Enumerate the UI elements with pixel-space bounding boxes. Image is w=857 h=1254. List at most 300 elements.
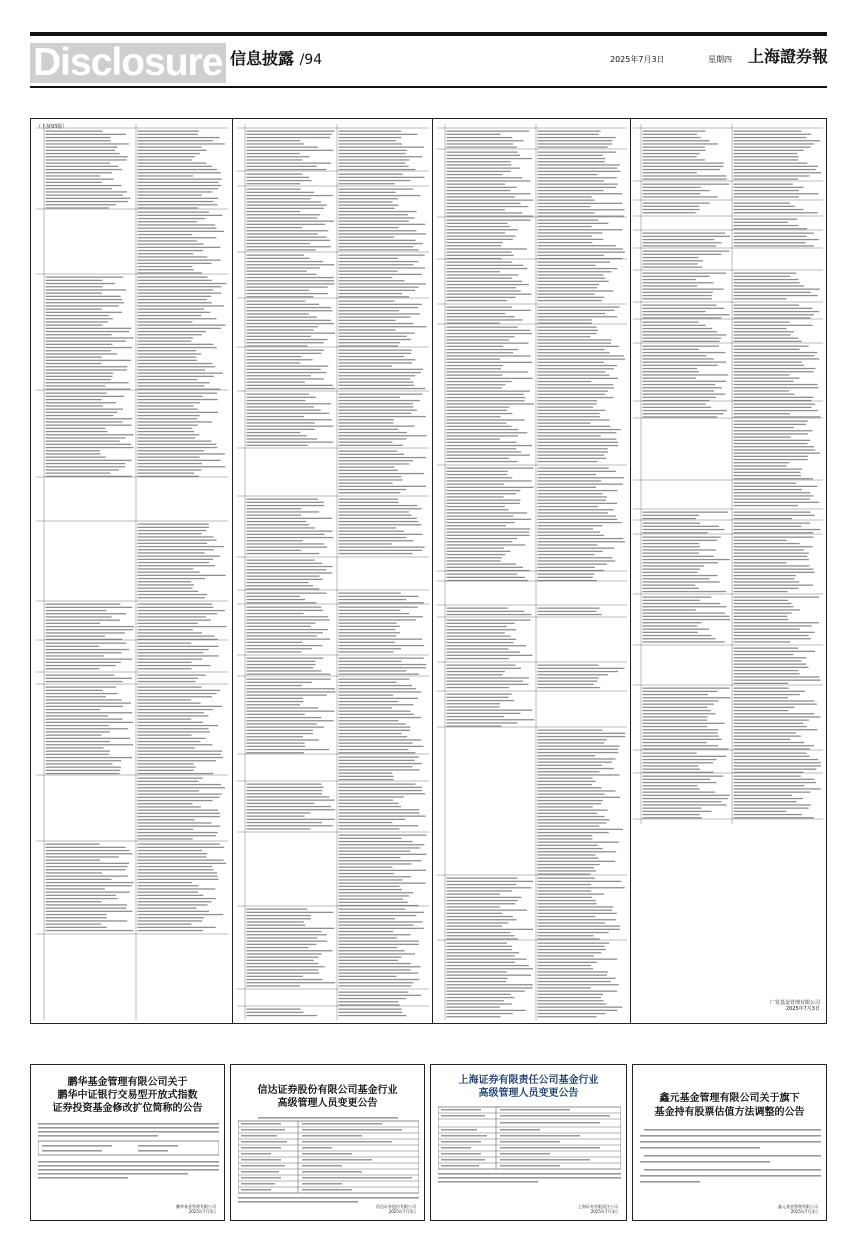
text-line [339,979,420,980]
text-line [734,532,814,533]
text-line [138,665,211,666]
text-line [339,769,420,770]
text-line [538,471,616,472]
text-line [447,271,500,272]
text-line [447,359,501,360]
text-line [46,646,100,647]
text-line [538,842,619,843]
text-line [46,869,126,870]
text-line [339,264,414,265]
text-line [46,662,121,663]
text-line [138,643,192,644]
text-line [247,698,303,699]
section-title [230,50,322,69]
text-line [46,444,132,445]
text-line [643,591,727,592]
text-line [538,943,610,944]
text-line [447,981,507,982]
text-line [339,243,423,244]
text-line [339,445,403,446]
text-line [46,629,134,630]
text-line [447,137,513,138]
text-line [447,532,530,533]
text-line [339,499,399,500]
text-line [339,931,394,932]
text-line [734,597,820,598]
header-rule [30,86,827,88]
text-line [138,872,218,873]
text-line [138,163,207,164]
text-line [538,560,616,561]
text-line [734,166,818,167]
text-line [138,201,214,202]
text-line [247,174,303,175]
text-line [447,158,533,159]
text-line [643,616,730,617]
text-line [538,551,603,552]
text-line [247,445,308,446]
text-line [538,1016,597,1017]
text-line [538,419,610,420]
text-line [339,524,422,525]
text-line [538,484,624,485]
text-line [46,626,135,627]
text-line [538,781,596,782]
text-line [538,926,621,927]
text-line [734,143,815,144]
text-line [46,744,134,745]
text-line [247,717,322,718]
text-line [46,415,114,416]
text-line [138,652,204,653]
text-line [538,532,601,533]
text-line [734,559,809,560]
text-line [734,163,808,164]
text-line [538,1010,618,1011]
text-line [247,730,313,731]
text-line [643,362,726,363]
text-line [247,214,321,215]
text-line [247,531,333,532]
announcement-body-table [238,1115,419,1207]
text-line [643,292,713,293]
text-line [247,635,317,636]
text-line [447,991,525,992]
text-line [339,707,393,708]
text-line [643,792,716,793]
text-line [538,209,625,210]
text-line [138,325,226,326]
text-line [538,858,599,859]
text-line [734,723,804,724]
text-line [643,512,729,513]
text-line [138,412,219,413]
text-line [46,147,118,148]
text-line [247,137,331,138]
text-line [247,394,309,395]
text-line [46,741,111,742]
text-line [247,333,335,334]
text-line [643,798,729,799]
text-line [447,577,525,578]
text-line [138,463,202,464]
text-line [138,418,198,419]
text-line [734,134,812,135]
text-line [339,648,402,649]
text-line [447,548,504,549]
text-line [138,328,221,329]
text-line [447,349,519,350]
text-line [46,376,113,377]
text-line [447,327,518,328]
text-line [339,746,424,747]
text-line [643,206,700,207]
text-line [247,803,315,804]
text-line [138,353,202,354]
text-line [46,143,129,144]
text-line [538,929,620,930]
text-line [247,733,313,734]
text-line [734,795,793,796]
text-line [247,249,316,250]
text-line [46,856,119,857]
text-line [538,887,625,888]
text-line [46,350,111,351]
text-line [734,219,798,220]
text-line [138,344,214,345]
text-line [138,892,198,893]
text-line [247,350,325,351]
text-line [447,665,516,666]
text-line [46,678,132,679]
text-line [447,697,509,698]
text-line [643,629,710,630]
text-line [247,679,331,680]
text-line [138,150,207,151]
text-line [734,556,808,557]
text-line [138,305,225,306]
text-line [447,929,534,930]
text-line [538,171,621,172]
text-line [46,731,110,732]
text-line [138,850,202,851]
text-line [447,448,517,449]
text-line [339,317,411,318]
text-line [447,684,529,685]
text-line [247,432,301,433]
text-line [734,720,809,721]
text-line [46,703,132,704]
text-line [339,912,424,913]
text-line [138,350,197,351]
text-line [734,518,793,519]
text-line [447,365,504,366]
text-line [138,662,192,663]
text-line [247,277,334,278]
text-line [46,847,126,848]
text-line [447,274,519,275]
text-column-2 [237,124,429,1020]
text-line [538,677,599,678]
text-line [643,289,724,290]
text-line [447,608,508,609]
text-line [46,156,128,157]
text-line [643,697,731,698]
text-line [447,471,508,472]
text-line [339,150,407,151]
text-line [339,720,399,721]
text-line [138,341,192,342]
text-line [734,298,787,299]
text-line [447,645,527,646]
text-line [447,316,515,317]
text-line [46,763,113,764]
text-line [447,294,532,295]
text-line [538,252,625,253]
announcement-title-line: 证券投资基金修改扩位简称的公告 [52,1103,203,1114]
text-line [538,826,600,827]
text-line [447,955,515,956]
text-line [447,519,532,520]
text-line [538,381,592,382]
text-line [339,698,418,699]
text-line [46,302,125,303]
text-line [538,506,598,507]
text-line [339,543,392,544]
text-line [46,613,127,614]
text-line [643,193,701,194]
text-line [339,717,422,718]
text-line [46,885,132,886]
text-line [138,263,212,264]
text-line [538,371,606,372]
text-line [247,246,331,247]
announcement-body-table [438,1105,621,1205]
text-line [538,684,594,685]
text-line [46,675,115,676]
text-line [447,541,513,542]
text-line [247,227,303,228]
text-line [447,461,518,462]
announcement-title-line: 高级管理人员变更公告 [277,1098,378,1109]
text-line [46,930,134,931]
text-line [643,518,696,519]
text-line [138,469,202,470]
text-line [138,204,218,205]
text-line [138,543,208,544]
text-line [538,878,595,879]
text-line [447,968,533,969]
text-line [46,917,107,918]
text-line [734,753,807,754]
text-line [339,240,416,241]
text-line [538,832,609,833]
text-line [46,882,134,883]
text-line [247,632,323,633]
text-line [247,569,327,570]
text-line [538,349,605,350]
text-line [339,995,422,996]
text-line [447,339,509,340]
text-line [643,736,719,737]
text-line [734,282,800,283]
text-line [339,847,421,848]
text-line [447,487,534,488]
text-line [46,665,116,666]
text-line [538,608,600,609]
text-line [339,879,403,880]
text-line [447,975,531,976]
text-line [339,267,425,268]
text-line [138,460,221,461]
text-line [46,131,103,132]
text-line [339,134,418,135]
text-line [447,642,514,643]
text-line [138,917,205,918]
text-line [247,985,301,986]
text-line [247,822,323,823]
text-line [734,739,791,740]
text-line [46,425,132,426]
text-line [339,438,407,439]
text-line [447,490,521,491]
text-line [734,314,815,315]
text-line [538,503,618,504]
text-line [538,870,596,871]
text-line [447,307,513,308]
fund-signature-company: 广发基金管理有限公司 [769,1000,820,1006]
text-line [643,540,718,541]
text-line [339,287,419,288]
text-line [138,444,217,445]
text-line [734,680,821,681]
text-line [46,463,126,464]
text-line [734,622,819,623]
text-line [138,153,201,154]
text-line [734,600,788,601]
dense-text-lines [437,124,627,1020]
text-line [339,339,412,340]
text-line [339,211,417,212]
text-line [734,537,814,538]
text-line [734,153,798,154]
text-line [538,535,604,536]
text-line [447,965,529,966]
text-line [538,255,604,256]
text-line [247,422,315,423]
text-line [46,725,109,726]
text-line [734,242,806,243]
text-line [247,426,334,427]
text-line [643,578,710,579]
text-line [447,1000,504,1001]
text-line [734,798,804,799]
text-line [247,296,314,297]
text-line [339,518,417,519]
text-line [447,161,511,162]
text-line [538,874,591,875]
text-line [247,931,322,932]
text-line [734,670,799,671]
text-line [247,320,332,321]
text-line [247,828,311,829]
text-line [46,643,127,644]
text-line [447,713,521,714]
text-line [46,137,111,138]
text-line [538,1007,623,1008]
text-line [734,585,814,586]
text-line [138,767,196,768]
text-line [643,381,727,382]
text-line [538,981,611,982]
text-line [138,376,214,377]
text-line [339,237,395,238]
text-line [46,844,100,845]
text-line [538,346,620,347]
text-line [643,179,727,180]
text-line [538,746,620,747]
text-line [734,292,811,293]
text-line [138,675,206,676]
text-line [46,441,120,442]
text-line [447,997,515,998]
text-line [339,667,427,668]
text-line [447,180,531,181]
text-line [138,207,199,208]
text-line [643,565,705,566]
announcement-penghua [30,1064,225,1221]
text-line [538,890,592,891]
text-line [538,474,597,475]
text-line [46,337,134,338]
text-line [339,353,412,354]
text-line [734,732,797,733]
text-line [339,825,419,826]
text-line [538,496,607,497]
text-line [247,582,309,583]
text-line [46,166,119,167]
text-line [46,283,116,284]
text-line [339,307,418,308]
text-line [339,177,425,178]
text-line [339,534,423,535]
text-line [447,419,525,420]
text-line [247,723,317,724]
text-line [447,209,505,210]
text-line [46,904,128,905]
text-line [538,435,601,436]
text-line [447,516,514,517]
text-line [247,790,323,791]
text-line [538,867,594,868]
text-line [138,822,212,823]
text-line [447,1016,501,1017]
text-line [643,273,727,274]
text-line [447,932,511,933]
text-line [447,384,506,385]
text-line [447,458,510,459]
text-line [46,715,109,716]
text-line [247,150,334,151]
text-line [138,402,200,403]
text-line [46,366,128,367]
text-line [643,387,722,388]
text-line [447,500,521,501]
text-line [734,421,809,422]
text-line [734,437,791,438]
text-line [643,713,716,714]
text-line [447,916,513,917]
